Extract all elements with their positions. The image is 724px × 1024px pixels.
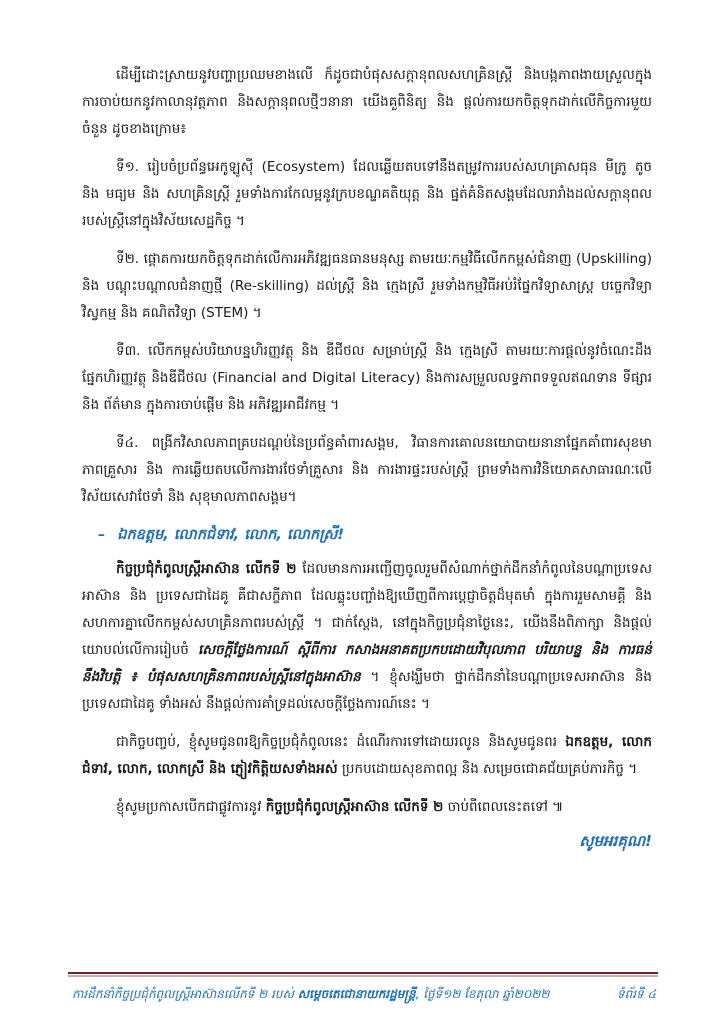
intro-paragraph: ដើម្បីដោះស្រាយនូវបញ្ហាប្រឈមខាងលើ ក៏ដូចជាបំផុសសក្តានុពលសហគ្រិនស្ត្រី និងបង្កភាពងាយស្រួលក្នុងការចាប់យកនូវកាលានុវត្តភាព និងសក្តានុពលថ្មីៗនានា យើងគួពិនិត្យ និង ផ្តល់ការយកចិត្តទុកដាក់លើកិច្ចការមួយចំនួន ដូចខាងក្រោម៖ — [82, 67, 652, 137]
thank-you: សូមអរគុណ! — [579, 832, 652, 850]
declaration-title: សេចក្តីថ្លែងការណ៍ ស្តីពីការ កសាងអនាគតប្រកបដោយវិបុលភាព បរិយាបន្ន និង ការធន់នឹងវិបត្តិ ៖ បំផុសសហគ្រិនភាពរបស់ស្ត្រីនៅក្នុងអាស៊ាន — [82, 642, 652, 685]
closing-text-2: ប្រកបដោយសុខភាពល្អ និង សម្រេចជោគជ័យគ្រប់ភារកិច្ច ។ — [337, 761, 638, 777]
summit-text-1: ដែលមានការអញ្ជើញចូលរួមពីសំណាក់ថ្នាក់ដឹកនាំកំពូលនៃបណ្តាប្រទេសអាស៊ាន និង ប្រទេសជាដៃគូ គឺជាសក្ខីភាព ដែលឆ្លុះបញ្ចាំងឱ្យឃើញពីការប្តេជ្ញាចិត្តដ៏មុតមាំ ក្នុងការរួមសាមគ្គី និង សហការគ្នាលើកកម្ពស់សហគ្រិនភាពរបស់ស្ត្រី ។ ជាក់ស្តែង, នៅក្នុងកិច្ចប្រជុំនាថ្ងៃនេះ, យើងនឹងពិភាក្សា និងផ្តល់យោបល់លើការរៀបចំ — [82, 561, 652, 658]
opening-text-1: ខ្ញុំសូមប្រកាសបើកជាផ្លូវការនូវ — [116, 799, 266, 815]
salutation-dash: – — [98, 527, 106, 543]
salutation-text: ឯកឧត្តម, លោកជំទាវ, លោក, លោកស្រី! — [117, 527, 344, 543]
opening-text-2: ចាប់ពីពេលនេះតទៅ ៕ — [443, 799, 564, 815]
opening-declaration — [82, 794, 652, 821]
footer-prefix: ការដឹកនាំកិច្ចប្រជុំកំពូលស្ត្រីអាស៊ានលើកទី ២ របស់ — [72, 987, 298, 1001]
footer-divider-shadow — [68, 975, 658, 977]
closing-paragraph — [82, 729, 652, 783]
footer-divider — [68, 972, 658, 974]
summit-paragraph — [82, 556, 652, 718]
closing-text-1: ជាកិច្ចបញ្ចប់, ខ្ញុំសូមជូនពរឱ្យកិច្ចប្រជុំកំពូលនេះ ដំណើរការទៅដោយរលូន និងសូមជូនពរ — [116, 734, 566, 750]
summit-text-2: ។ ខ្ញុំសង្ឃឹមថា ថ្នាក់ដឹកនាំនៃបណ្តាប្រទេសអាស៊ាន និង ប្រទេសជាដៃគូ ទាំងអស់ នឹងផ្តល់ការគាំទ្រដល់សេចក្តីថ្លែងការណ៍នេះ ។ — [82, 669, 652, 712]
footer-date: , ថ្ងៃទី១២ ខែតុលា ឆ្នាំ២០២២ — [415, 987, 550, 1001]
footer-speaker: សម្តេចតេជោនាយករដ្ឋមន្ត្រី — [297, 987, 416, 1001]
list-item-3: ទី៣. លើកកម្ពស់បរិយាបន្នហិរញ្ញវត្ថុ និង ឌីជីថល សម្រាប់ស្ត្រី និង ក្មេងស្រី តាមរយៈការផ្តល់នូវចំណេះដឹងផ្នែកហិរញ្ញវត្ថុ និងឌីជីថល (Financial and Digital Literacy) និងការសម្រួលលទ្ធភាពទទួលឥណទាន ទីផ្សារ និង ព័ត៌មាន ក្នុងការចាប់ផ្តើម និង អភិវឌ្ឍអាជីវកម្ម ។ — [82, 343, 652, 413]
list-item-2: ទី២. ផ្តោតការយកចិត្តទុកដាក់លើការអភិវឌ្ឍធនធានមនុស្ស តាមរយៈកម្មវិធីលើកកម្ពស់ជំនាញ (Upskilling) និង បណ្តុះបណ្តាលជំនាញថ្មី (Re-skilling) ដល់ស្ត្រី និង ក្មេងស្រី រួមទាំងកម្មវិធីអប់រំផ្នែកវិទ្យាសាស្ត្រ បច្ចេកវិទ្យា វិស្វកម្ម និង គណិតវិទ្យា (STEM) ។ — [82, 251, 652, 321]
opening-summit-name: កិច្ចប្រជុំកំពូលស្ត្រីអាស៊ាន លើកទី ២ — [265, 799, 444, 815]
list-item-1: ទី១. រៀបចំប្រព័ន្ធអេកូឡូស៊ី (Ecosystem) ដែលឆ្លើយតបទៅនឹងតម្រូវការរបស់សហគ្រាសធុន មីក្រូ តូច និង មធ្យម និង សហគ្រិនស្ត្រី រួមទាំងការកែលម្អនូវក្របខណ្ឌគតិយុត្ត និង ផ្នត់គំនិតសង្គមដែលរារាំងដល់សក្តានុពលរបស់ស្ត្រីនៅក្នុងវិស័យសេដ្ឋកិច្ច ។ — [82, 159, 652, 229]
closing-guests: ឯកឧត្តម, លោកជំទាវ, លោក, លោកស្រី និង ភ្ញៀវកិត្តិយសទាំងអស់ — [82, 734, 652, 777]
document-body — [82, 62, 652, 854]
summit-name: កិច្ចប្រជុំកំពូលស្ត្រីអាស៊ាន លើកទី ២ — [116, 561, 297, 577]
salutation — [82, 522, 652, 548]
page-number: ទំព័រទី ៤ — [617, 987, 656, 1001]
footer-caption — [72, 986, 550, 1004]
list-item-4: ទី៤. ពង្រីកវិសាលភាពគ្របដណ្តប់នៃប្រព័ន្ធគាំពារសង្គម, វិធានការគោលនយោបាយនានាផ្នែកគាំពារសុខមាភាពគ្រួសារ និង ការឆ្លើយតបលើការងារថែទាំគ្រួសារ និង ការងារផ្ទះរបស់ស្ត្រី ព្រមទាំងការវិនិយោគសាធារណៈលើវិស័យសេវាថែទាំ និង សុខុមាលភាពសង្គម។ — [82, 435, 652, 505]
page-footer — [72, 984, 656, 1006]
